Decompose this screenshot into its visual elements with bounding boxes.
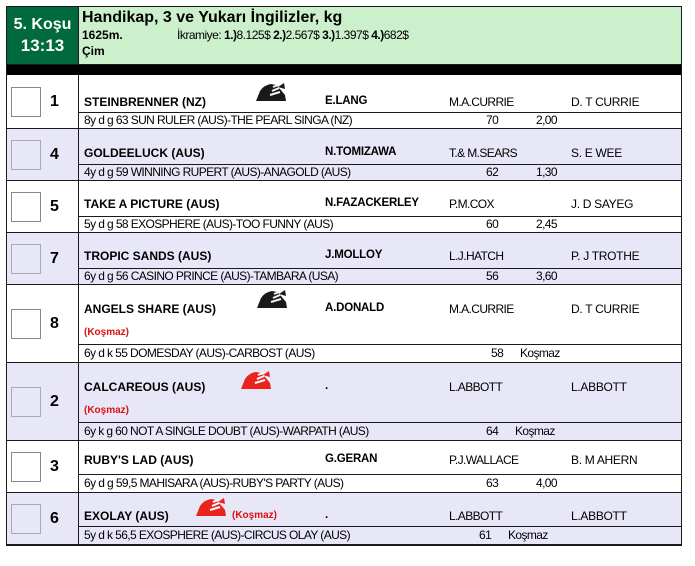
runner-details [79,129,681,180]
select-cell [7,129,79,180]
jockey-name: . [325,509,328,521]
select-cell [7,75,79,128]
select-checkbox[interactable] [11,452,41,482]
pedigree-text: 8y d g 63 SUN RULER (AUS)-THE PEARL SINGA (NZ) [84,113,353,127]
trainer-name: D. T CURRIE [571,302,640,316]
pedigree-line [79,112,681,128]
race-title: Handikap, 3 ve Yukarı İngilizler, kg [82,9,343,26]
black-jockey-silk-icon [254,81,288,103]
select-cell [7,363,79,440]
horse-name[interactable]: RUBY'S LAD (AUS) [84,453,194,467]
runner-details [79,363,681,440]
runner-number: 1 [50,92,59,110]
owner-name: L.ABBOTT [449,509,503,523]
pedigree-line [79,422,681,440]
runner-row [7,129,681,181]
jockey-name: J.MOLLOY [325,249,383,261]
owner-name: T.& M.SEARS [449,146,518,160]
trainer-name: P. J TROTHE [571,249,640,263]
prize-amount: 1.397$ [334,28,369,42]
pedigree-line [79,526,681,544]
trainer-name: D. T CURRIE [571,95,640,109]
column-bar [7,65,681,75]
runner-details [79,493,681,544]
race-surface: Çim [82,44,105,58]
race-info [79,7,681,64]
odds-value: 1,30 [536,165,557,179]
handicap-weight: 62 [486,165,499,179]
runner-number: 5 [50,197,59,215]
jockey-name: N.TOMIZAWA [325,146,397,158]
handicap-weight: 64 [486,424,499,438]
jockey-name: . [325,380,328,392]
handicap-weight: 63 [486,476,499,490]
scratch-note: (Koşmaz) [84,405,130,416]
red-jockey-silk-icon [239,369,273,391]
pedigree-text: 6y d g 56 CASINO PRINCE (AUS)-TAMBARA (USA) [84,269,339,283]
owner-name: M.A.CURRIE [449,302,514,316]
runner-details [79,75,681,128]
horse-name[interactable]: STEINBRENNER (NZ) [84,95,206,109]
prize-place: 3.) [322,28,335,42]
owner-name: P.M.COX [449,197,494,211]
pedigree-text: 5y d k 56,5 EXOSPHERE (AUS)-CIRCUS OLAY (AUS) [84,528,350,542]
odds-value: 3,60 [536,269,557,283]
runner-number: 4 [50,145,59,163]
jockey-name: A.DONALD [325,302,385,314]
select-cell [7,181,79,232]
prize-place: 1.) [224,28,237,42]
horse-name[interactable]: GOLDEELUCK (AUS) [84,146,205,160]
jockey-name: G.GERAN [325,453,378,465]
pedigree-text: 6y d k 55 DOMESDAY (AUS)-CARBOST (AUS) [84,346,315,360]
runner-row [7,493,681,545]
odds-value: 2,00 [536,113,557,127]
race-card [6,6,682,546]
race-number: 5. Koşu [13,15,72,33]
scratch-note: (Koşmaz) [232,510,278,521]
runner-row [7,285,681,363]
trainer-name: J. D SAYEG [571,197,634,211]
trainer-name: L.ABBOTT [571,380,627,394]
race-time: 13:13 [20,35,65,55]
horse-name[interactable]: EXOLAY (AUS) [84,509,169,523]
runner-row [7,441,681,493]
runner-number: 8 [50,314,59,332]
pedigree-line [79,216,681,232]
select-checkbox[interactable] [11,387,41,417]
handicap-weight: 70 [486,113,499,127]
owner-name: P.J.WALLACE [449,453,519,467]
black-jockey-silk-icon [255,288,289,310]
runner-number: 6 [50,509,59,527]
select-checkbox[interactable] [11,244,41,274]
owner-name: L.ABBOTT [449,380,503,394]
runner-number: 2 [50,392,59,410]
handicap-weight: 60 [486,217,499,231]
runner-details [79,233,681,284]
odds-value: 2,45 [536,217,557,231]
pedigree-line [79,164,681,180]
pedigree-text: 6y k g 60 NOT A SINGLE DOUBT (AUS)-WARPATH (AUS) [84,424,369,438]
horse-name[interactable]: CALCAREOUS (AUS) [84,380,206,394]
horse-name[interactable]: TROPIC SANDS (AUS) [84,249,212,263]
race-header [7,7,681,65]
select-cell [7,493,79,544]
runner-list [7,75,681,545]
handicap-weight: 61 [479,528,492,542]
select-checkbox[interactable] [11,192,41,222]
trainer-name: B. M AHERN [571,453,638,467]
runner-details [79,441,681,492]
race-prizes [177,27,408,44]
race-distance: 1625m. [82,28,123,42]
select-checkbox[interactable] [11,504,41,534]
race-number-box [7,7,79,64]
select-checkbox[interactable] [11,309,41,339]
scratch-note: (Koşmaz) [84,327,130,338]
odds-value: Koşmaz [515,424,555,438]
horse-name[interactable]: ANGELS SHARE (AUS) [84,302,217,316]
trainer-name: L.ABBOTT [571,509,627,523]
pedigree-text: 6y d g 59,5 MAHISARA (AUS)-RUBY'S PARTY (AUS) [84,476,344,490]
prize-place: 2.) [273,28,286,42]
select-cell [7,441,79,492]
select-cell [7,233,79,284]
handicap-weight: 56 [486,269,499,283]
select-cell [7,285,79,362]
jockey-silk [255,288,287,308]
odds-value: Koşmaz [508,528,548,542]
runner-number: 3 [50,457,59,475]
runner-details [79,181,681,232]
select-checkbox[interactable] [11,87,41,117]
prize-label: İkramiye: [177,28,222,42]
jockey-silk [239,369,271,389]
odds-value: 4,00 [536,476,557,490]
pedigree-line [79,344,681,362]
prize-place: 4.) [371,28,384,42]
prize-amount: 8.125$ [236,28,271,42]
jockey-name: E.LANG [325,95,368,107]
pedigree-text: 4y d g 59 WINNING RUPERT (AUS)-ANAGOLD (AUS) [84,165,351,179]
pedigree-line [79,268,681,284]
runner-row [7,75,681,129]
owner-name: L.J.HATCH [449,249,504,263]
handicap-weight: 58 [491,346,504,360]
prize-amount: 2.567$ [285,28,320,42]
runner-row [7,233,681,285]
owner-name: M.A.CURRIE [449,95,514,109]
trainer-name: S. E WEE [571,146,622,160]
runner-number: 7 [50,249,59,267]
runner-details [79,285,681,362]
jockey-silk [254,81,286,101]
select-checkbox[interactable] [11,140,41,170]
jockey-silk [194,496,226,516]
pedigree-line [79,474,681,492]
jockey-name: N.FAZACKERLEY [325,197,419,209]
red-jockey-silk-icon [194,496,228,518]
odds-value: Koşmaz [520,346,560,360]
pedigree-text: 5y d g 58 EXOSPHERE (AUS)-TOO FUNNY (AUS) [84,217,334,231]
runner-row [7,181,681,233]
horse-name[interactable]: TAKE A PICTURE (AUS) [84,197,220,211]
prize-amount: 682$ [383,28,409,42]
runner-row [7,363,681,441]
